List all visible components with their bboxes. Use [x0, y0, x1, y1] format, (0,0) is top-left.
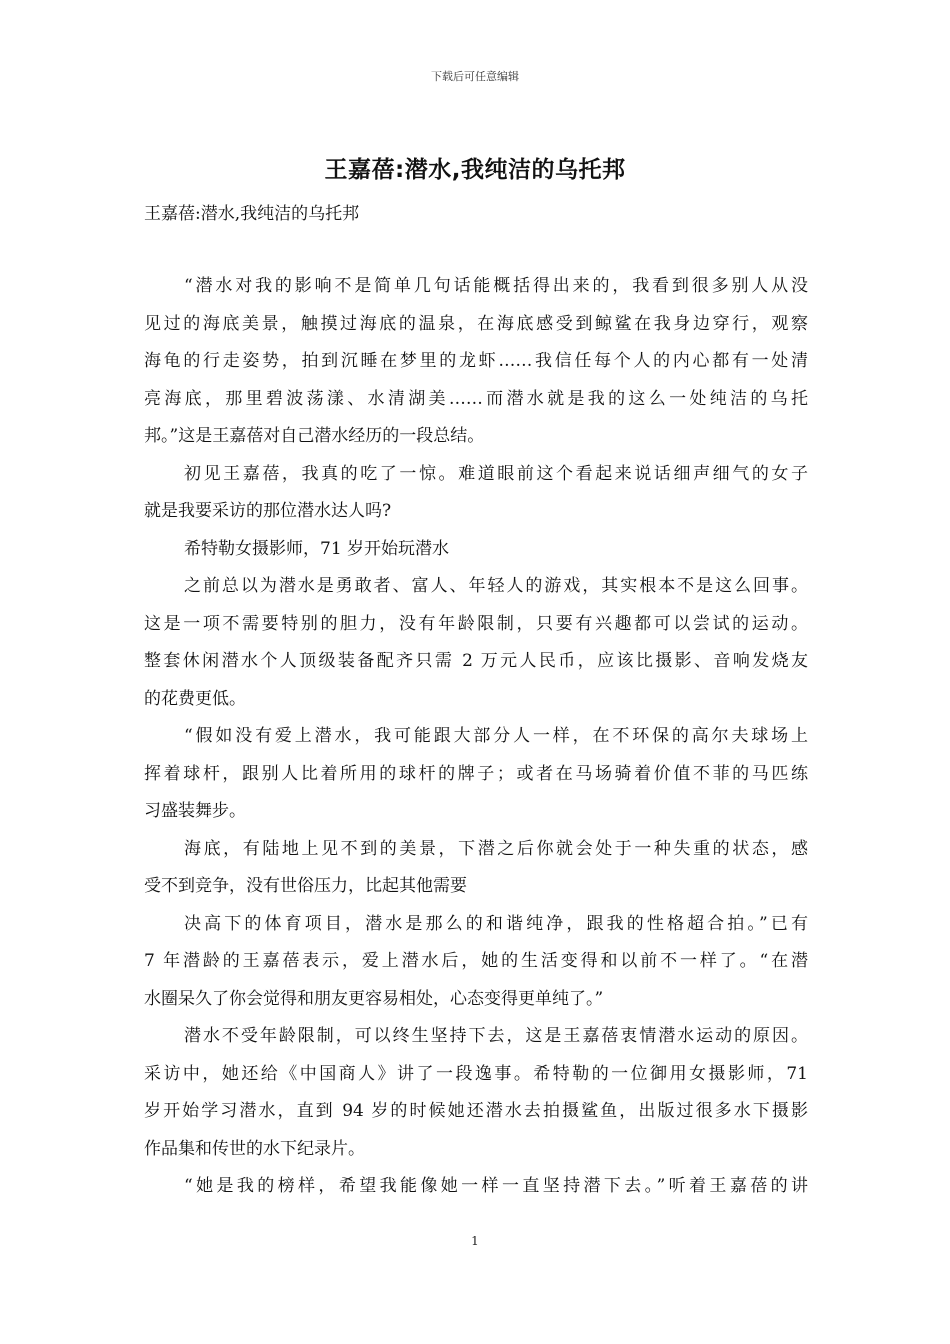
body-line: 潜水不受年龄限制，可以终生坚持下去，这是王嘉蓓衷情潜水运动的原因。: [184, 1026, 808, 1046]
body-line: 海底，有陆地上见不到的美景，下潜之后你就会处于一种失重的状态，感: [184, 838, 808, 859]
article-body: [144, 268, 808, 1206]
body-line: 岁开始学习潜水，直到 94 岁的时候她还潜水去拍摄鲨鱼，出版过很多水下摄影: [144, 1101, 808, 1121]
body-line: 就是我要采访的那位潜水达人吗?: [144, 501, 392, 521]
body-line: 初见王嘉蓓，我真的吃了一惊。难道眼前这个看起来说话细声细气的女子: [184, 463, 808, 484]
body-line: “她是我的榜样，希望我能像她一样一直坚持潜下去。”听着王嘉蓓的讲: [184, 1176, 808, 1196]
body-line: 作品集和传世的水下纪录片。: [144, 1138, 365, 1159]
body-line: 整套休闲潜水个人顶级装备配齐只需 2 万元人民币，应该比摄影、音响发烧友: [144, 651, 808, 671]
body-line: 邦。”这是王嘉蓓对自己潜水经历的一段总结。: [144, 426, 485, 446]
body-line: 见过的海底美景，触摸过海底的温泉，在海底感受到鲸鲨在我身边穿行，观察: [144, 313, 808, 334]
body-line: 习盛装舞步。: [144, 801, 246, 821]
body-line: 决高下的体育项目，潜水是那么的和谐纯净，跟我的性格超合拍。”已有: [184, 913, 808, 934]
header-note: 下载后可任意编辑: [431, 70, 519, 83]
body-line: 之前总以为潜水是勇敢者、富人、年轻人的游戏，其实根本不是这么回事。: [184, 576, 808, 596]
article-title: 王嘉蓓:潜水,我纯洁的乌托邦: [324, 157, 626, 183]
page-number: 1: [471, 1234, 479, 1248]
body-line: 海龟的行走姿势，拍到沉睡在梦里的龙虾……我信任每个人的内心都有一处清: [144, 351, 808, 371]
body-line: 的花费更低。: [144, 688, 246, 709]
body-line: 亮海底，那里碧波荡漾、水清湖美……而潜水就是我的这么一处纯洁的乌托: [144, 388, 808, 409]
article-subtitle: 王嘉蓓:潜水,我纯洁的乌托邦: [144, 204, 360, 224]
body-line: 采访中，她还给《中国商人》讲了一段逸事。希特勒的一位御用女摄影师，71: [144, 1063, 808, 1084]
body-line: 挥着球杆，跟别人比着所用的球杆的牌子；或者在马场骑着价值不菲的马匹练: [144, 763, 808, 784]
body-line: 水圈呆久了你会觉得和朋友更容易相处，心态变得更单纯了。”: [144, 988, 604, 1009]
body-line: “假如没有爱上潜水，我可能跟大部分人一样，在不环保的高尔夫球场上: [184, 726, 808, 746]
body-line: 7 年潜龄的王嘉蓓表示，爱上潜水后，她的生活变得和以前不一样了。“在潜: [144, 951, 808, 971]
body-line: 受不到竞争，没有世俗压力，比起其他需要: [144, 876, 467, 896]
section-heading: 希特勒女摄影师，71 岁开始玩潜水: [184, 538, 450, 559]
body-line: “潜水对我的影响不是简单几句话能概括得出来的，我看到很多别人从没: [184, 276, 808, 296]
body-line: 这是一项不需要特别的胆力，没有年龄限制，只要有兴趣都可以尝试的运动。: [144, 613, 808, 634]
